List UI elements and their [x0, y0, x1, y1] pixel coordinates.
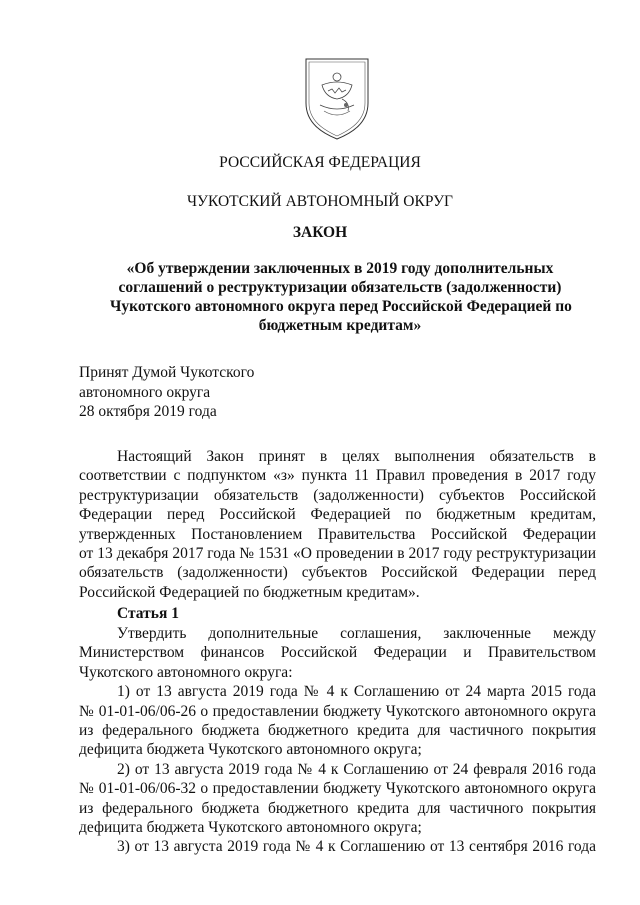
document-type: ЗАКОН — [292, 224, 348, 241]
title-line: соглашений о реструктуризации обязательств (задолженности) — [118, 279, 562, 296]
law-title — [110, 259, 570, 335]
title-line: Чукотского автономного округа перед Российской Федерацией по — [110, 298, 572, 315]
adoption-line: Принят Думой Чукотского — [79, 364, 255, 381]
article-line: Утвердить дополнительные соглашения, заключенные между — [117, 625, 596, 642]
article-line: № 01-01-06/06-32 о предоставлении бюджету Чукотского автономного округа — [79, 780, 596, 798]
title-line: бюджетным кредитам» — [258, 317, 422, 334]
adoption-date: 28 октября 2019 года — [79, 403, 217, 420]
country-heading: РОССИЙСКАЯ ФЕДЕРАЦИЯ — [219, 154, 421, 171]
paragraph-line: обязательств (задолженности) субъектов Российской Федерации перед — [79, 564, 596, 582]
coat-of-arms-icon — [302, 55, 372, 141]
paragraph-line: от 13 декабря 2017 года № 1531 «О проведении в 2017 году реструктуризации — [79, 544, 596, 562]
article-line: № 01-01-06/06-26 о предоставлении бюджету Чукотского автономного округа — [79, 702, 596, 720]
article-line: дефицита бюджета Чукотского автономного округа; — [79, 741, 422, 759]
region-heading: ЧУКОТСКИЙ АВТОНОМНЫЙ ОКРУГ — [186, 193, 454, 210]
paragraph-line: Федерации перед Российской Федерацией по бюджетным кредитам, — [79, 506, 596, 524]
paragraph-line: Российской Федерацией по бюджетным кредитам». — [79, 583, 420, 601]
paragraph-line: Настоящий Закон принят в целях выполнения обязательств в — [117, 448, 596, 465]
article-line: 2) от 13 августа 2019 года № 4 к Соглашению от 24 февраля 2016 года — [117, 760, 596, 778]
paragraph-line: реструктуризации обязательств (задолженности) субъектов Российской — [79, 486, 596, 504]
article-line: Министерством финансов Российской Федерации и Правительством — [79, 644, 596, 662]
article-title: Статья 1 — [117, 605, 179, 622]
article-body — [79, 624, 596, 857]
adoption-line: автономного округа — [79, 383, 211, 401]
article-line: 3) от 13 августа 2019 года № 4 к Соглашению от 13 сентября 2016 года — [117, 838, 596, 856]
title-line: «Об утверждении заключенных в 2019 году дополнительных — [126, 260, 554, 277]
article-line: дефицита бюджета Чукотского автономного округа; — [79, 818, 422, 836]
paragraph-line: соответствии с подпунктом «з» пункта 11 Правил проведения в 2017 году — [79, 467, 596, 485]
article-line: Чукотского автономного округа: — [79, 663, 293, 681]
article-line: из федерального бюджета бюджетного кредита для частичного покрытия — [79, 799, 596, 817]
paragraph-line: утвержденных Постановлением Правительства Российской Федерации — [79, 525, 596, 543]
article-line: 1) от 13 августа 2019 года № 4 к Соглашению от 24 марта 2015 года — [117, 683, 596, 701]
adoption-info — [79, 363, 254, 422]
preamble-paragraph — [79, 447, 596, 602]
article-line: из федерального бюджета бюджетного кредита для частичного покрытия — [79, 721, 596, 739]
